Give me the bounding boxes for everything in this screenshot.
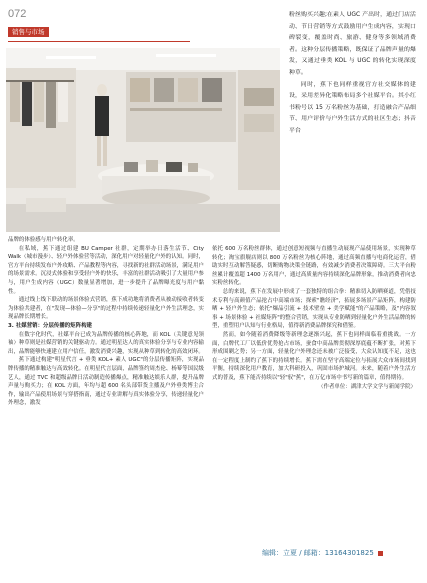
section-tag: 销售与市场 (8, 27, 49, 37)
page-number: 072 (8, 8, 27, 20)
section-heading: 3. 社媒营销：分层传播的矩阵构建 (8, 322, 92, 329)
right-column (212, 245, 416, 391)
paragraph: 然而，如今随着消费降级等新理念逐渐兴起，蕉下也同样面临着重挑战。一方面，白牌代工厂以低价优势抢占市场，蚕食中高品牌贯彻深厚底蕴不断扩张，对蕉下形成围剿之势；另一方面，轻量化户外理念还未被广泛接受，大众认知度不足，这也在一定程度上制约了蕉下的持续增长。蕉下需在坚守高端定位与拓展大众市场间找到平衡，持续深化用户教育，加大科研投入，巩固市场护城河。未来，随着户外生活方式的普及，蕉下能否持续以"轻"驭"蕉"，在万亿市场中书写新的篇章，值得期待。 (212, 331, 416, 381)
store-photo-illustration (6, 48, 280, 232)
paragraph: 通过线上线下联动的场景体验式营销，蕉下成功地将消费者从被动接收者转变为体验共建者，在"发现—体验—分享"的过程中持续传递轻量化户外生活理念，实现品牌长期增长。 (8, 297, 204, 321)
paragraph: 品牌的体验感与用户转化率。 (8, 237, 79, 243)
paragraph: 在私域，蕉下通过组建 BU Camper 社群，定期举办日落生活节、City Walk（城市漫步）、轻户外体验营等活动，深化用户对轻量化户外的认知。同时，官方平台持续发布户外攻略、产品教程等内容，寻找新的社群活动场景，满足用户的场景需求。沉浸式体验和享受轻户外的快乐，丰富的社群活动吸引了大量用户参与，用户生成内容（UGC）数量显著增加，进一步提升了品牌曝光度与用户黏性。 (8, 245, 204, 295)
paragraph: 同时，蕉下也同样重视官方社交媒体的建设，采用差异化策略布局多个社媒平台。其小红书粉号以 15 万名粉丝为基础，打造融合产品细节、用户评价与户外生活方式的社区生态；抖音平台 (289, 81, 416, 134)
author-affiliation: （作者单位：湖津大学文学与新闻学院） (318, 383, 416, 390)
paragraph: 总的来说，蕉下在发展中形成了一套独特的组合拳：精准切入防晒赛道，凭借技术专利与高颜值产品抢占中高端市场；探索"瞧经济"，拓展多场景产品矩阵，构建防晒 + 轻户外生态；依托"爆品引流 + 技术壁垒 + 美学赋能"的产品策略，及"内容叙事 + 场景体验 + 社媒矩阵"的整合营销，实现从专业防晒到轻量化户外生活品牌的转型，重塑用户认知与行业格局，值得新消费品牌探究和借鉴。 (212, 288, 416, 330)
paragraph: 蕉下通过构建"明星代言 + 垂类 KOL+ 素人 UGC"的分层传播矩阵，实现品牌传播的精准触达与高效转化。在明星代言层面，品牌签约周杰伦、杨幂等国民级艺人，通过 TVC 和超级品牌日活动制造传播爆点，精准触达娱乐人群，提升品牌声量与购买力；在 KOL 方面，年均与超 600 名头部带货主播及户外垂类博主合作，输出产品使用场景与穿搭指南，通过专业讲解与真实体验分享，传递轻量化户外理念，激发 (8, 357, 204, 407)
paragraph: 在数字化时代，社媒平台已成为品牌传播的核心阵地，而 KOL（关键意见领袖）种草则是社媒营销的关键驱动力。通过明星达人的真实体验分享与专业内容输出，品牌能够快速建立用户信任，激发消费兴趣，实现从种草到转化的高效闭环。 (8, 331, 204, 355)
editor-square-icon (378, 551, 383, 556)
store-photo (6, 48, 280, 232)
section-rule (8, 41, 190, 42)
editor-text: 编辑：立夏 / 邮箱：13164301825 (262, 549, 374, 557)
paragraph: 粉丝购买兴趣;在素人 UGC 产出时，通过门店活动、节日营销等方式鼓励用户生成内容，实现口碑裂变，覆盖时尚、旅游、健身等多领域消费者。这种分层传播策略，既保证了品牌声量的爆发，又通过垂类 KOL 与 UGC 的转化实现深度种草。 (289, 12, 416, 76)
paragraph: 依托 600 万名粉丝群体，通过创意短视频与直播生动展现产品使用场景，实现种草转化；淘宝旗舰店则以 800 万名粉丝为核心阵地，通过高频直播与电商化运营，借助实时互动解答疑惑，切断购物决策全链路，有效减少消费者决策障碍。三大平台粉丝累计覆盖超 1400 万名用户，通过高质量内容持续深化品牌形象，推动消费者向忠实粉丝转化。 (212, 246, 416, 287)
editor-credit (262, 548, 383, 558)
right-top-column (289, 10, 416, 138)
left-column (8, 236, 204, 408)
